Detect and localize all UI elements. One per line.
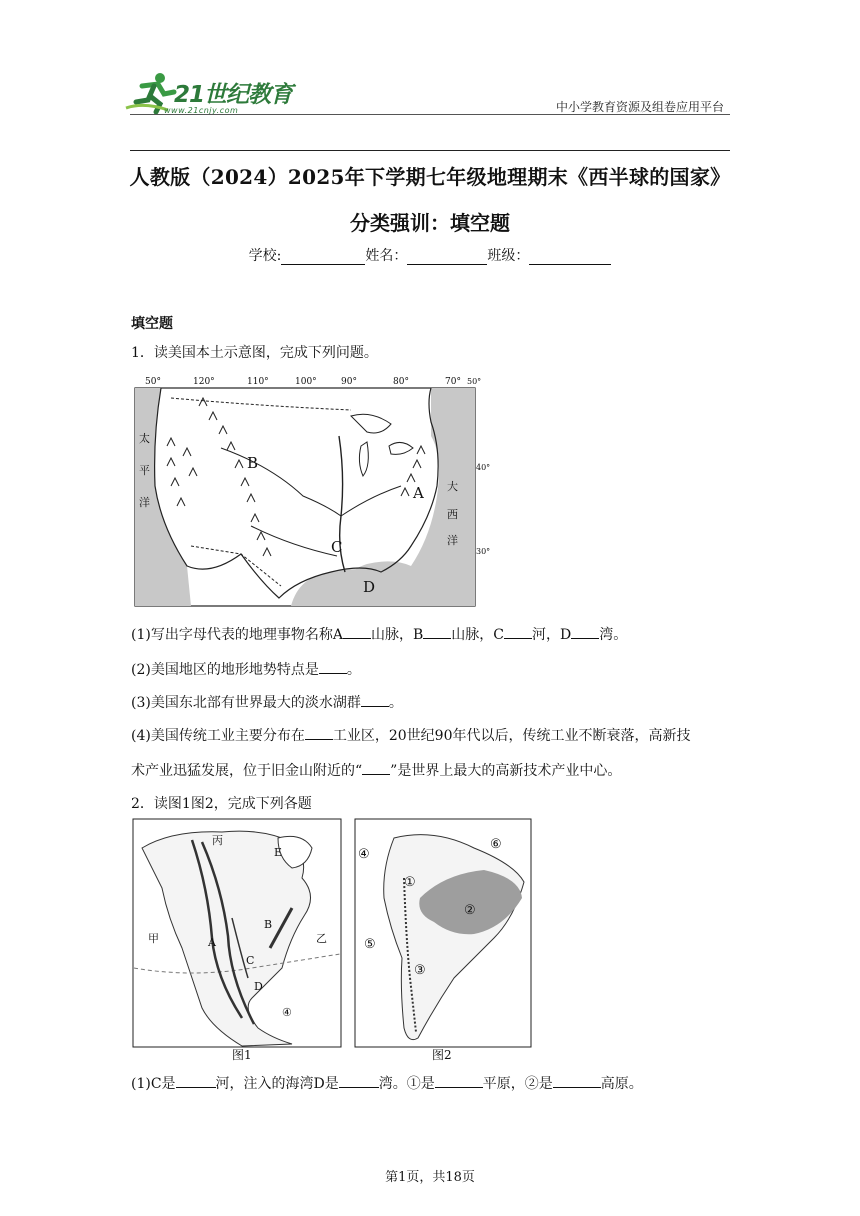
q1-part3: (3)美国东北部有世界最大的淡水湖群 。	[131, 695, 403, 711]
lat-label: 40°	[476, 463, 491, 472]
answer-blank[interactable]	[571, 625, 599, 639]
answer-blank[interactable]	[339, 1074, 379, 1088]
map-letter-a: A	[413, 484, 424, 502]
figure-caption: 图2	[432, 1048, 452, 1062]
class-label: 班级：	[487, 248, 530, 264]
ocean-label: 洋	[139, 496, 150, 509]
lon-label: 50°	[145, 377, 161, 387]
figure-caption: 图1	[232, 1048, 252, 1062]
map-label: ①	[404, 875, 416, 890]
page-subtitle: 分类强训：填空题	[350, 211, 510, 235]
lon-label: 50°	[467, 377, 482, 386]
north-america-map	[132, 818, 342, 1048]
map-letter-c: C	[331, 538, 343, 556]
map-label: ③	[414, 963, 426, 978]
page-title: 人教版（2024）2025年下学期七年级地理期末《西半球的国家》	[129, 165, 731, 189]
map-label: C	[246, 954, 255, 967]
answer-blank[interactable]	[553, 1074, 601, 1088]
map-label: A	[208, 936, 216, 949]
map-label: ④	[358, 847, 370, 862]
class-blank[interactable]	[529, 250, 611, 265]
school-blank[interactable]	[281, 250, 365, 265]
answer-blank[interactable]	[435, 1074, 483, 1088]
q2-part1: (1)C是 河，注入的海湾D是 湾。①是 平原，②是 高原。	[131, 1076, 643, 1092]
answer-blank[interactable]	[423, 625, 451, 639]
q1-stem: 1．读美国本土示意图，完成下列问题。	[131, 345, 378, 361]
lon-label: 70°	[445, 377, 461, 387]
lon-label: 100°	[295, 377, 317, 387]
south-america-map	[354, 818, 532, 1048]
section-heading: 填空题	[131, 316, 173, 332]
map-label: 乙	[316, 932, 327, 945]
ocean-label: 西	[447, 508, 458, 521]
map-label: ④	[282, 1006, 292, 1019]
lon-label: 110°	[247, 377, 269, 387]
student-info	[0, 245, 860, 265]
page-number: 第1页，共18页	[385, 1170, 475, 1185]
usa-map	[131, 376, 491, 608]
lon-label: 90°	[341, 377, 357, 387]
q2-stem: 2．读图1图2，完成下列各题	[131, 796, 312, 812]
ocean-label: 平	[139, 464, 150, 477]
answer-blank[interactable]	[362, 761, 390, 775]
map-label: 甲	[148, 932, 159, 945]
q1-part4-line2: 术产业迅猛发展，位于旧金山附近的“ ”是世界上最大的高新技术产业中心。	[131, 763, 622, 779]
map-letter-b: B	[247, 454, 259, 472]
map-label: E	[274, 846, 283, 859]
map-label: ⑤	[364, 937, 376, 952]
q1-part1: (1)写出字母代表的地理事物名称A 山脉，B 山脉，C 河，D 湾。	[131, 627, 628, 643]
ocean-label: 太	[139, 432, 150, 445]
lat-label: 30°	[476, 547, 491, 556]
map-label: D	[254, 980, 263, 993]
name-label: 姓名：	[365, 248, 408, 264]
ocean-label: 大	[447, 480, 458, 493]
answer-blank[interactable]	[176, 1074, 216, 1088]
header-divider	[130, 114, 730, 115]
map-letter-d: D	[363, 578, 376, 596]
map-label: ②	[464, 903, 476, 918]
lon-label: 120°	[193, 377, 215, 387]
q1-part2: (2)美国地区的地形地势特点是 。	[131, 662, 361, 678]
q1-part4-line1: (4)美国传统工业主要分布在 工业区，20世纪90年代以后，传统工业不断衰落，高新技	[131, 728, 691, 744]
answer-blank[interactable]	[319, 660, 347, 674]
answer-blank[interactable]	[343, 625, 371, 639]
answer-blank[interactable]	[504, 625, 532, 639]
name-blank[interactable]	[407, 250, 487, 265]
answer-blank[interactable]	[305, 726, 333, 740]
logo-url: www.21cnjy.com	[164, 106, 239, 115]
map-label: B	[264, 918, 273, 931]
ocean-label: 洋	[447, 534, 458, 547]
logo-text: 21世纪教育	[174, 82, 293, 108]
map-label: 丙	[212, 834, 223, 847]
answer-blank[interactable]	[361, 693, 389, 707]
title-divider	[130, 150, 730, 151]
map-label: ⑥	[490, 837, 502, 852]
lon-label: 80°	[393, 377, 409, 387]
platform-name: 中小学教育资源及组卷应用平台	[555, 100, 724, 114]
school-label: 学校:	[248, 248, 282, 264]
